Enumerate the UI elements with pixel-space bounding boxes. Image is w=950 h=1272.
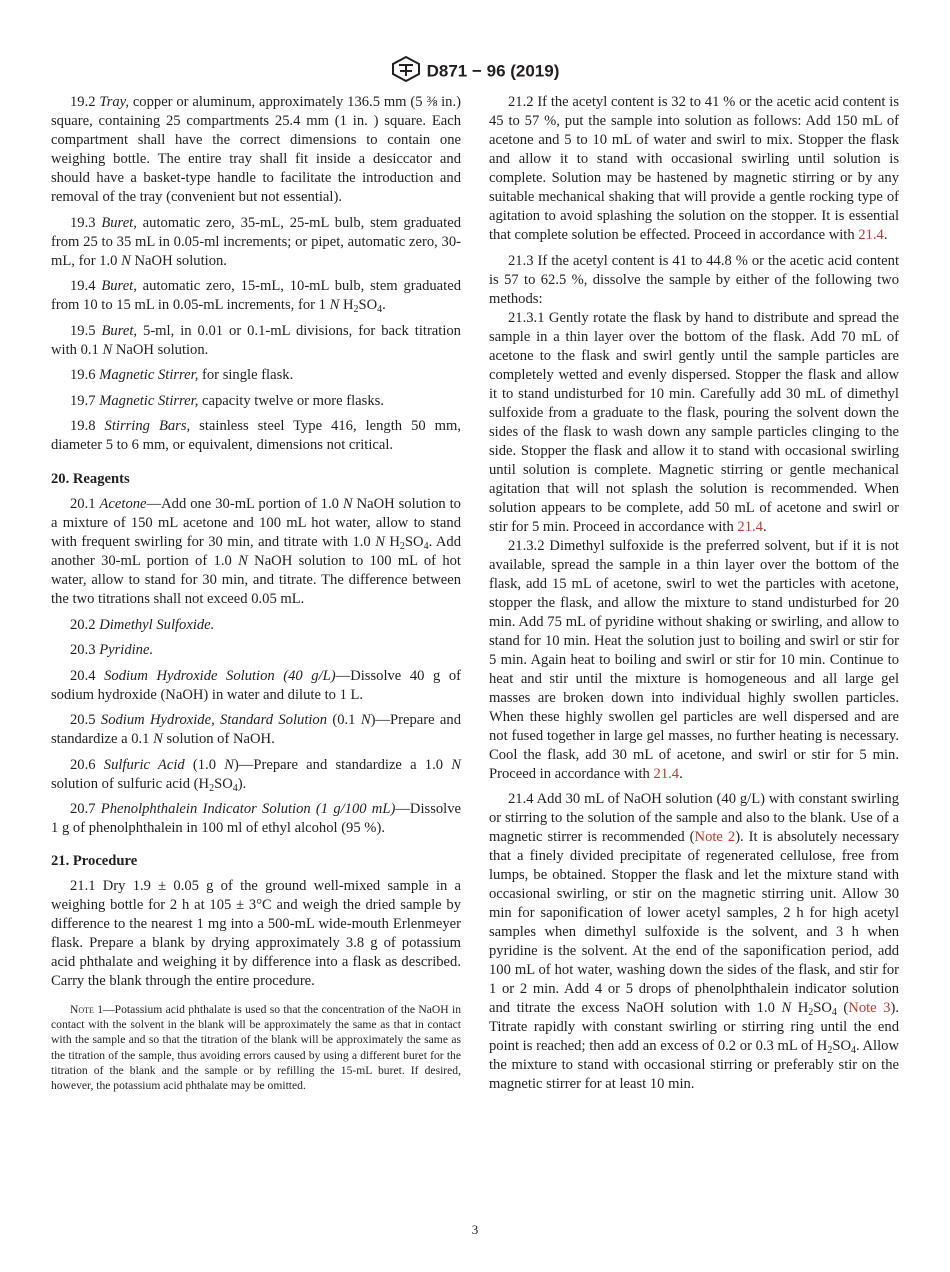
note-1: Note 1—Potassium acid phthalate is used so that the concentration of the NaOH in contact with the solvent in the blank will be approximately the same as that in contact with the sample and so that the titration of the blank will be approximately the same as the titration of the sample, thus avoiding errors caused by using a different buret for the titration of the blank and the sample or by refilling the 15-mL buret. If desired, however, the potassium acid phthalate may be omitted. bbox=[51, 1003, 461, 1093]
paragraph-20-3: 20.3 Pyridine. bbox=[70, 642, 154, 658]
paragraph-20-5: 20.5 Sodium Hydroxide, Standard Solution (0.1 N)—Prepare and standardize a 0.1 N solution of NaOH. bbox=[51, 712, 461, 747]
paragraph-21-3: 21.3 If the acetyl content is 41 to 44.8 % or the acetic acid content is 57 to 62.5 %, dissolve the sample by either of the following two methods: bbox=[489, 252, 899, 307]
paragraph-21-3-1: 21.3.1 Gently rotate the flask by hand to distribute and spread the sample in a thin layer over the bottom of the flask. Add 70 mL of acetone to the flask and swirl gently until the sample particles are completely wetted and evenly dispersed. Stopper the flask and allow it to stand undisturbed for 10 min. Carefully add 30 mL of dimethyl sulfoxide from a graduate to the flask, pouring the solvent down the sides of the flask to wash down any sample particles clinging to the side. Stopper the flask and allow it to stand with occasional swirling until solution is complete. Magnetic stirring or gentle mechanical agitation that will not splash the solution is recommended. When solution appears to be complete, add 50 mL of acetone and swirl or stir for 5 min. Proceed in accordance with 21.4. bbox=[489, 309, 899, 535]
paragraph-20-4: 20.4 Sodium Hydroxide Solution (40 g/L)—Dissolve 40 g of sodium hydroxide (NaOH) in water and dilute to 1 L. bbox=[51, 667, 461, 703]
page-number: 3 bbox=[471, 1222, 479, 1237]
paragraph-19-8: 19.8 Stirring Bars, stainless steel Type 416, length 50 mm, diameter 5 to 6 mm, or equivalent, dimensions not critical. bbox=[51, 418, 462, 453]
link-21-4[interactable]: 21.4 bbox=[858, 227, 884, 243]
paragraph-21-4: 21.4 Add 30 mL of NaOH solution (40 g/L) with constant swirling or stirring to the solution of the sample and also to the blank. Use of a magnetic stirrer is recommended (Note 2). It is absolutely necessary that a finely divided precipitate of regenerated cellulose, free from lumps, be obtained. Stopper the flask and let the mixture stand with occasional swirling, or stir on the magnetic stirring unit. Allow 30 min for saponification of lower acetyl samples, 2 h for high acetyl samples when dimethyl sulfoxide is the solvent, and 3 h when pyridine is the solvent. At the end of the saponification period, add 100 mL of hot water, washing down the sides of the flask, and stir for 1 or 2 min. Add 4 or 5 drops of phenolphthalein indicator solution and titrate the excess NaOH solution with 1.0 N $H_2SO_4$ (Note 3). Titrate rapidly with constant swirling or stirring ring until the end point is reached; then add an excess of 0.2 or 0.3 mL of $H_2SO_4$. Allow the mixture to stand with occasional stirring or preferably stir on the magnetic stirrer for at least 10 min. bbox=[489, 791, 899, 1092]
link-note-2[interactable]: Note 2 bbox=[694, 829, 736, 845]
paragraph-19-5: 19.5 Buret, 5-ml, in 0.01 or 0.1-mL divisions, for back titration with 0.1 N NaOH solution. bbox=[51, 322, 461, 358]
link-21-4[interactable]: 21.4 bbox=[653, 765, 680, 782]
left-column bbox=[51, 93, 461, 1093]
astm-logo-icon bbox=[391, 56, 421, 87]
paragraph-19-4: 19.4 Buret, automatic zero, 15-mL, 10-mL bulb, stem graduated from 10 to 15 mL in 0.05-mL increments, for 1 N $H_2SO_4$. bbox=[51, 278, 461, 315]
link-note-3[interactable]: Note 3 bbox=[848, 1000, 891, 1016]
paragraph-21-3-2: 21.3.2 Dimethyl sulfoxide is the preferred solvent, but if it is not available, spread the sample in a thin layer over the bottom of the flask, add 15 mL of acetone, swirl to wet the particles with acetone, stopper the flask, and allow the mixture to stand undisturbed for 20 min. Add 75 mL of pyridine without shaking or swirling, and allow to stand for 10 min. Heat the solution just to boiling and swirl or stir for 5 min. Again heat to boiling and swirl or stir for 10 min. Continue to heat and stir until the mixture is homogeneous and all large gel masses are broken down into individual highly swollen particles. When these highly swollen gel particles are well dispersed and are not fused together in large gel masses, no further heating is necessary. Cool the flask, add 30 mL of acetone, and swirl or stir for 5 min. Proceed in accordance with 21.4. bbox=[489, 537, 899, 782]
paragraph-19-2: 19.2 Tray, copper or aluminum, approximately 136.5 mm (5 ⅜ in.) square, containing 25 compartments 25.4 mm (1 in. ) square. Each compartment shall have the correct dimensions to contain one weighing bottle. The entire tray shall fit inside a desiccator and should have a basket-type handle to facilitate the introduction and removal of the tray (convenient but not essential). bbox=[51, 94, 461, 205]
paragraph-19-7: 19.7 Magnetic Stirrer, capacity twelve or more flasks. bbox=[70, 392, 384, 409]
paragraph-20-6: 20.6 Sulfuric Acid (1.0 N)—Prepare and standardize a 1.0 N solution of sulfuric acid $(H_2SO_4)$. bbox=[51, 756, 461, 794]
document-designation: D871 − 96 (2019) bbox=[426, 61, 560, 81]
section-heading-reagents: 20. Reagents bbox=[51, 471, 130, 487]
right-column bbox=[489, 93, 899, 1101]
paragraph-20-7: 20.7 Phenolphthalein Indicator Solution (1 g/100 mL)—Dissolve 1 g of phenolphthalein in 100 ml of ethyl alcohol (95 %). bbox=[51, 801, 461, 836]
paragraph-20-2: 20.2 Dimethyl Sulfoxide. bbox=[70, 616, 215, 633]
paragraph-20-1: 20.1 Acetone—Add one 30-mL portion of 1.0 N NaOH solution to a mixture of 150 mL acetone and 100 mL hot water, allow to stand with frequent swirling for 30 min, and titrate with 1.0 N $H_2SO_4$. Add another 30-mL portion of 1.0 N NaOH solution to 100 mL of hot water, allow to stand for 30 min, and titrate. The difference between the two titrations shall not exceed 0.05 mL. bbox=[51, 496, 462, 607]
paragraph-19-3: 19.3 Buret, automatic zero, 35-mL, 25-mL bulb, stem graduated from 25 to 35 mL in 0.05-ml increments; or pipet, automatic zero, 30-mL, for 1.0 N NaOH solution. bbox=[51, 214, 461, 269]
section-heading-procedure: 21. Procedure bbox=[51, 853, 138, 869]
paragraph-21-1: 21.1 Dry 1.9 ± 0.05 g of the ground well-mixed sample in a weighing bottle for 2 h at 105 ± 3°C and weigh the dried sample by difference to the nearest 1 mg into a 500-mL wide-mouth Erlenmeyer flask. Prepare a blank by drying approximately 3.8 g of potassium acid phthalate and weighing it by difference into a flask as described. Carry the blank through the entire procedure. bbox=[51, 878, 461, 989]
page-header bbox=[0, 56, 950, 87]
paragraph-19-6: 19.6 Magnetic Stirrer, for single flask. bbox=[70, 367, 294, 383]
paragraph-21-2: 21.2 If the acetyl content is 32 to 41 % or the acetic acid content is 45 to 57 %, put the sample into solution as follows: Add 150 mL of acetone and 5 to 10 mL of water and swirl to mix. Stopper the flask and allow it to stand with occasional swirling until solution is complete. Solution may be hastened by magnetic stirring or by any suitable mechanical shaking that will provide a gentle rocking type of agitation to avoid splashing the solution on the stopper. It is essential that complete solution be effected. Proceed in accordance with 21.4. bbox=[489, 94, 899, 243]
link-21-4[interactable]: 21.4 bbox=[737, 518, 763, 535]
